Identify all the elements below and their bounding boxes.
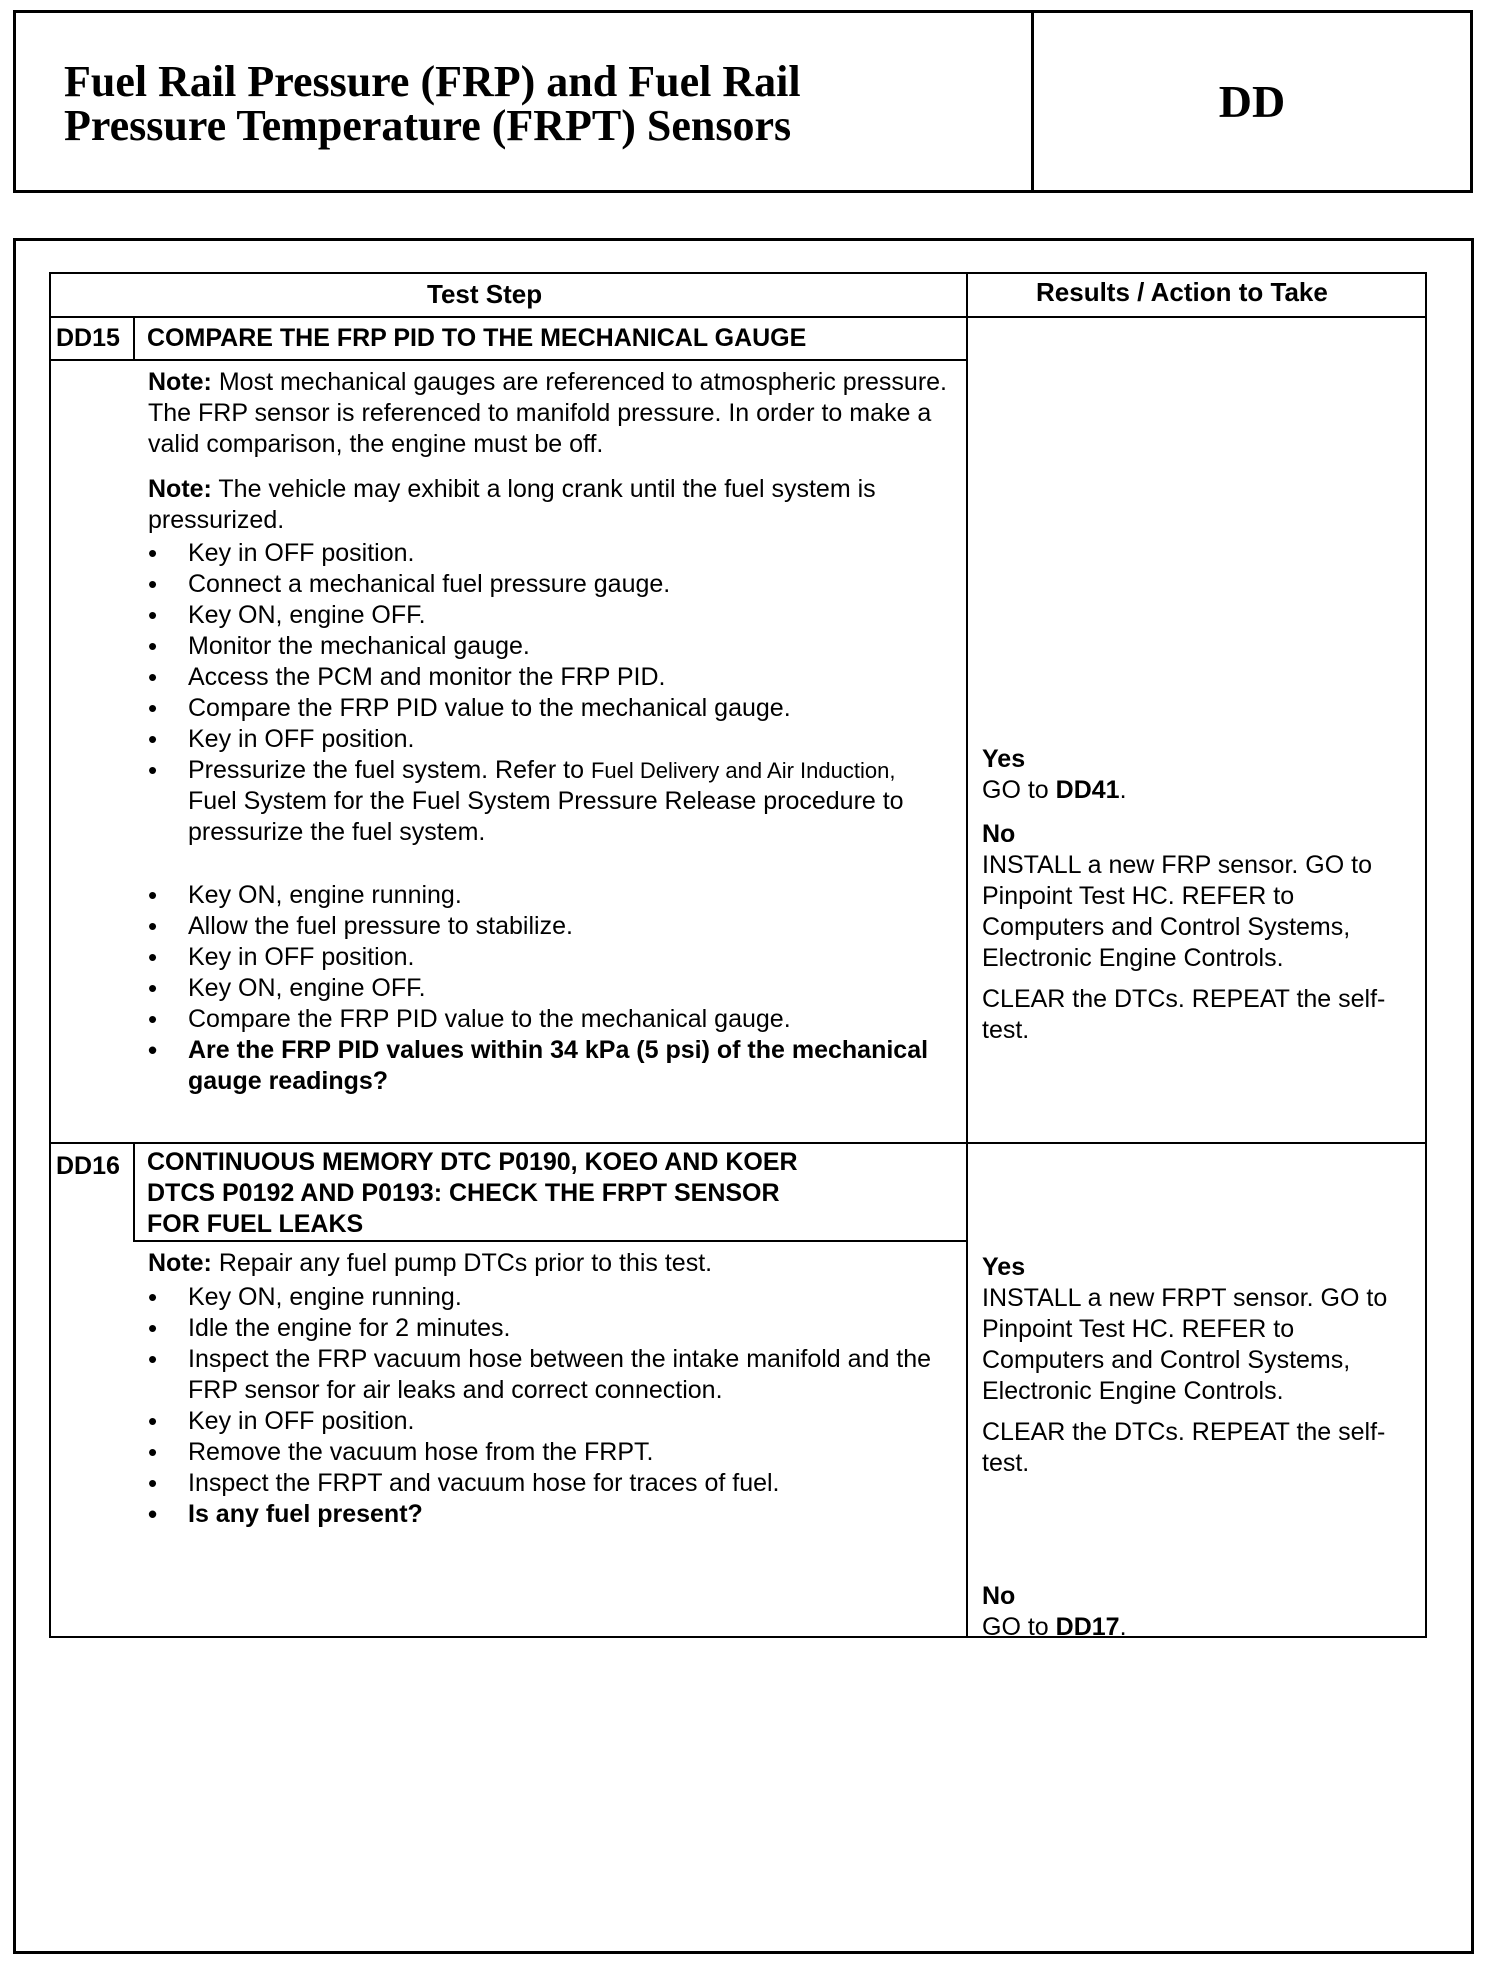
header-row-divider <box>51 316 1425 318</box>
list-item: • Monitor the mechanical gauge. <box>148 631 948 662</box>
list-item: • Idle the engine for 2 minutes. <box>148 1313 948 1344</box>
column-divider <box>966 274 968 1636</box>
row-divider <box>51 1142 1425 1144</box>
note-text: The vehicle may exhibit a long crank until the fuel system is pressurized. <box>148 475 876 534</box>
list-item <box>148 755 948 848</box>
result-no <box>982 1581 1422 1653</box>
step-code: DD16 <box>56 1152 120 1180</box>
note <box>148 1248 948 1279</box>
step-title: COMPARE THE FRP PID TO THE MECHANICAL GAUGE <box>147 324 807 352</box>
list-item: • Key ON, engine running. <box>148 880 948 911</box>
list-item: • Compare the FRP PID value to the mechanical gauge. <box>148 693 948 724</box>
list-item: • Allow the fuel pressure to stabilize. <box>148 911 948 942</box>
dd15-title-underline <box>51 359 968 361</box>
step-title-line: CONTINUOUS MEMORY DTC P0190, KOEO AND KOER <box>147 1148 798 1176</box>
result-yes <box>982 1252 1422 1489</box>
reference-text: Fuel Delivery and Air Induction, <box>590 758 896 783</box>
list-item: • Remove the vacuum hose from the FRPT. <box>148 1437 948 1468</box>
list-item: • Key in OFF position. <box>148 724 948 755</box>
note-label: Note: <box>148 1249 212 1277</box>
result-action: INSTALL a new FRPT sensor. GO to Pinpoint Test HC. REFER to Computers and Control Systems, Electronic Engine Controls. <box>982 1284 1388 1405</box>
list-item: • Access the PCM and monitor the FRP PID. <box>148 662 948 693</box>
list-item: • Key ON, engine running. <box>148 1282 948 1313</box>
procedure-list <box>148 538 948 1097</box>
list-item: • Key in OFF position. <box>148 1406 948 1437</box>
col-header-results: Results / Action to Take <box>1036 277 1328 307</box>
list-item: • Key in OFF position. <box>148 942 948 973</box>
note <box>148 367 948 460</box>
page-title <box>16 13 1034 190</box>
goto-prefix: GO to <box>982 1613 1049 1641</box>
result-label: Yes <box>982 1253 1026 1281</box>
result-action: CLEAR the DTCs. REPEAT the self-test. <box>982 1418 1386 1477</box>
page-title-line2: Pressure Temperature (FRPT) Sensors <box>64 101 792 150</box>
goto-step-link[interactable]: DD41 <box>1055 776 1120 804</box>
goto-suffix: . <box>1119 1613 1127 1641</box>
page-header <box>13 10 1473 193</box>
goto-step-link[interactable]: DD17 <box>1055 1613 1120 1641</box>
step-title-line: FOR FUEL LEAKS <box>147 1210 364 1238</box>
dd16-code-divider <box>133 1142 135 1240</box>
question-item: • Are the FRP PID values within 34 kPa (5 psi) of the mechanical gauge readings? <box>148 1035 948 1097</box>
step-code: DD15 <box>56 324 120 352</box>
result-label: No <box>982 1582 1016 1610</box>
list-item: • Connect a mechanical fuel pressure gauge. <box>148 569 948 600</box>
note-label: Note: <box>148 368 212 396</box>
step-title <box>147 1147 798 1240</box>
note-text: Repair any fuel pump DTCs prior to this test. <box>218 1249 713 1277</box>
test-step-table <box>49 272 1427 1641</box>
note-text: Most mechanical gauges are referenced to atmospheric pressure. The FRP sensor is referenced to manifold pressure. In order to make a valid comparison, the engine must be off. <box>148 368 947 458</box>
result-action <box>982 1612 1422 1643</box>
goto-prefix: GO to <box>982 776 1049 804</box>
result-no <box>982 819 1422 1056</box>
list-item-text: Fuel System for the Fuel System Pressure Release procedure to pressurize the fuel system. <box>188 787 904 846</box>
result-label: Yes <box>982 745 1026 773</box>
procedure-list <box>148 1282 948 1530</box>
goto-suffix: . <box>1119 776 1127 804</box>
result-action: INSTALL a new FRP sensor. GO to Pinpoint Test HC. REFER to Computers and Control Systems, Electronic Engine Controls. <box>982 851 1372 972</box>
note-label: Note: <box>148 475 212 503</box>
dd15-code-divider <box>133 316 135 359</box>
step-title-line: DTCS P0192 AND P0193: CHECK THE FRPT SENSOR <box>147 1179 780 1207</box>
list-item: • Key ON, engine OFF. <box>148 600 948 631</box>
question-item: • Is any fuel present? <box>148 1499 948 1530</box>
result-action <box>982 775 1422 806</box>
list-item-text: Pressurize the fuel system. Refer to <box>188 756 584 784</box>
list-item: • Key ON, engine OFF. <box>148 973 948 1004</box>
col-header-test-step: Test Step <box>427 279 543 309</box>
section-code: DD <box>1218 76 1286 127</box>
list-item: • Compare the FRP PID value to the mechanical gauge. <box>148 1004 948 1035</box>
note <box>148 474 948 536</box>
list-item: • Inspect the FRP vacuum hose between the intake manifold and the FRP sensor for air leaks and correct connection. <box>148 1344 948 1406</box>
result-yes <box>982 744 1422 816</box>
step-body <box>148 367 948 1097</box>
list-item: • Inspect the FRPT and vacuum hose for traces of fuel. <box>148 1468 948 1499</box>
result-label: No <box>982 820 1016 848</box>
result-action: CLEAR the DTCs. REPEAT the self-test. <box>982 985 1386 1044</box>
list-item: • Key in OFF position. <box>148 538 948 569</box>
dd16-title-underline <box>133 1240 968 1242</box>
page-title-line1: Fuel Rail Pressure (FRP) and Fuel Rail <box>64 57 801 106</box>
step-body <box>148 1248 948 1530</box>
